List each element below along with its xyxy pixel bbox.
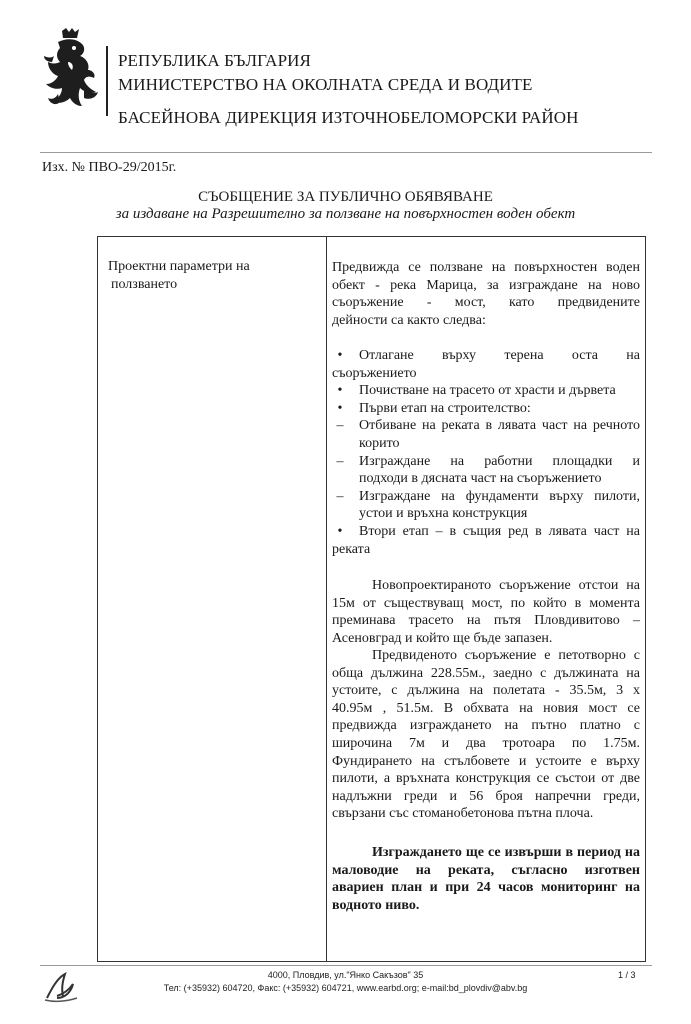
left-cell-label [108, 258, 308, 294]
text-line: дейности са както следва: [332, 312, 486, 328]
footer-contacts: Тел: (+35932) 604720, Факс: (+35932) 604721, www.earbd.org; e-mail:bd_plovdiv@abv.bg [163, 983, 528, 993]
text-line: обект - река Марица, за изграждане на ново [332, 277, 640, 293]
list-item-text: устои и връхна конструкция [359, 506, 528, 522]
list-item-text: подходи в дясната част на съоръжението [359, 471, 602, 487]
page-number: 1 / 3 [618, 970, 636, 980]
text-line: надлъжни греди и 56 броя напречни греди, [332, 788, 640, 804]
activity-list [332, 347, 640, 587]
footer-rule [40, 965, 652, 966]
bullet-marker: • [337, 400, 343, 416]
left-cell-line: ползването [111, 277, 178, 292]
bullet-marker: • [337, 524, 343, 539]
text-line: свързани със стоманобетонова пътна плоча. [332, 806, 594, 822]
text-line: маловодие на реката, съгласно изготвен [332, 862, 640, 878]
text-line: водното ниво. [332, 897, 420, 913]
paragraph-distance [332, 577, 640, 647]
intro-paragraph [332, 259, 640, 329]
list-item-text: Почистване на трасето от храсти и дървета [359, 383, 616, 399]
left-cell-line: Проектни параметри на [108, 259, 250, 274]
text-line: Предвижда се ползване на повърхностен воден [332, 260, 640, 275]
paragraph-construction-period [332, 844, 640, 914]
text-line: съоръжение - мост, като предвидените [332, 295, 640, 311]
text-line: Изграждането ще се извърши в период на [372, 845, 640, 860]
bullet-marker: • [337, 348, 343, 363]
reference-number: Изх. № ПВО-29/2015г. [42, 160, 177, 175]
list-item-text: Първи етап на строителство: [359, 400, 531, 416]
list-item-text: Отлагане върху терена оста на [359, 348, 640, 363]
list-item-text: Изграждане на фундаменти върху пилоти, [359, 488, 640, 504]
text-line: 15м от съществуващ мост, по който в момента [332, 595, 640, 611]
paragraph-structure [332, 647, 640, 823]
text-line: Предвиденото съоръжение е петотворно с [372, 648, 640, 663]
text-line: Асеновград и който ще бъде запазен. [332, 630, 553, 646]
header-directorate: БАСЕЙНОВА ДИРЕКЦИЯ ИЗТОЧНОБЕЛОМОРСКИ РАЙОН [118, 108, 579, 127]
header-divider-line [106, 46, 108, 116]
table-column-divider [326, 237, 327, 961]
text-line: предвижда изграждането на пътно платно с [332, 718, 640, 734]
text-line: устоите, с дължина на полетата - 35.5м, 3 х [332, 683, 640, 699]
header-country: РЕПУБЛИКА БЪЛГАРИЯ [118, 51, 311, 70]
document-subtitle: за издаване на Разрешително за ползване на повърхностен воден обект [115, 206, 576, 222]
text-line: обща дължина 228.55м., заедно с дължината на [332, 665, 640, 681]
list-item-text: Изграждане на работни площадки и [359, 453, 640, 469]
text-line: Фундирането на стълбовете и устоите е върху [332, 753, 640, 769]
text-line: пилоти, а връхната конструкция се състои от две [332, 771, 640, 787]
text-line: широчина 7м и два тротоара по 1.75м. [332, 735, 640, 751]
text-line: 40.95м , 51.5м. В обхвата на новия мост се [332, 700, 640, 716]
parameters-table [97, 236, 646, 962]
header-rule [40, 152, 652, 153]
dash-marker: – [336, 453, 344, 469]
footer-address: 4000, Пловдив, ул."Янко Сакъзов" 35 [267, 970, 424, 980]
text-line: Новопроектираното съоръжение отстои на [372, 578, 640, 593]
dash-marker: – [336, 418, 344, 434]
lion-coat-of-arms-icon [38, 28, 100, 114]
header-ministry: МИНИСТЕРСТВО НА ОКОЛНАТА СРЕДА И ВОДИТЕ [118, 75, 533, 94]
list-item-text: реката [332, 541, 371, 557]
list-item-text: Втори етап – в същия ред в лявата част на [359, 524, 640, 539]
bullet-marker: • [337, 383, 343, 399]
list-item-text: Отбиване на реката в лявата част на речното [359, 418, 640, 434]
document-title: СЪОБЩЕНИЕ ЗА ПУБЛИЧНО ОБЯВЯВАНЕ [198, 189, 493, 205]
dash-marker: – [336, 488, 344, 504]
text-line: авариен план и при 24 часов мониторинг на [332, 880, 640, 896]
text-line: преминава трасето на пътя Пловдивитово – [332, 613, 640, 629]
list-item-text: съоръжението [332, 365, 417, 381]
list-item-text: корито [359, 435, 400, 451]
